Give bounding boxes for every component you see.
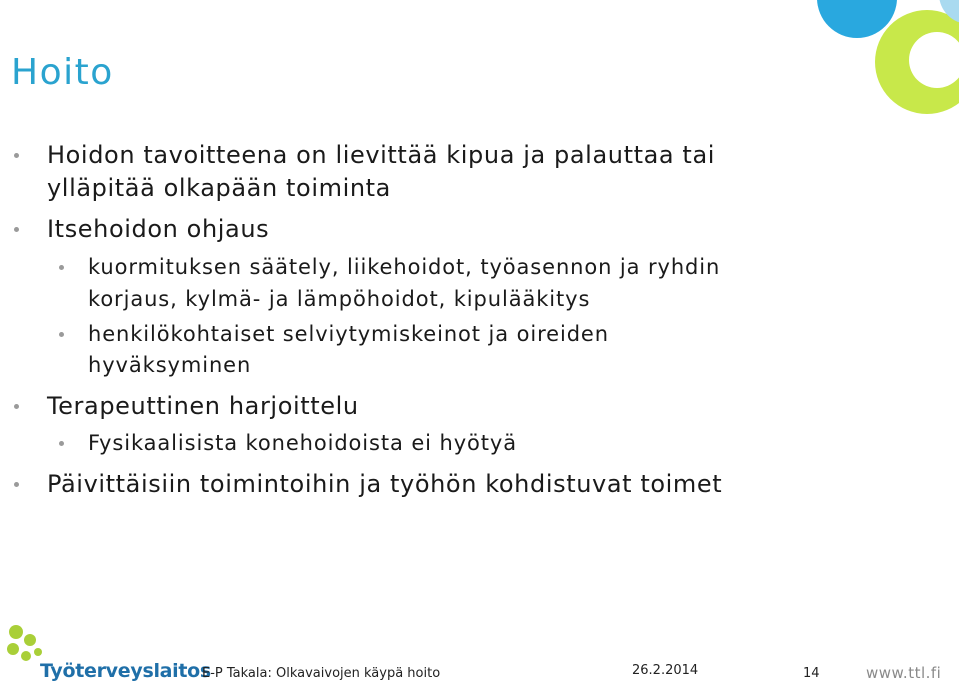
bullet-text: ylläpitää olkapään toiminta <box>47 174 391 202</box>
bullet-text: Päivittäisiin toimintoihin ja työhön kohdistuvat toimet <box>47 470 723 498</box>
bullet-dot <box>14 404 19 409</box>
bullet-text: kuormituksen säätely, liikehoidot, työasennon ja ryhdin <box>88 255 721 279</box>
bullet-text: Fysikaalisista konehoidoista ei hyötyä <box>88 431 518 455</box>
bullet-text: Itsehoidon ohjaus <box>47 215 270 243</box>
bullet-text: Hoidon tavoitteena on lievittää kipua ja palauttaa tai <box>47 141 716 169</box>
bullet-dot <box>59 265 64 270</box>
slide-title: Hoito <box>11 52 114 93</box>
bullet-dot <box>14 153 19 158</box>
footer <box>0 600 959 687</box>
bullet-dot <box>59 332 64 337</box>
bullet-text: korjaus, kylmä- ja lämpöhoidot, kipulääkitys <box>88 287 591 311</box>
bullet-dot <box>59 441 64 446</box>
bullet-dot <box>14 482 19 487</box>
footer-date: 26.2.2014 <box>632 663 699 678</box>
footer-presenter: E-P Takala: Olkavaivojen käypä hoito <box>202 666 441 681</box>
footer-page-number: 14 <box>803 666 820 681</box>
bullet-text: hyväksyminen <box>88 353 252 377</box>
bullet-text: Terapeuttinen harjoittelu <box>47 392 359 420</box>
footer-url: www.ttl.fi <box>866 664 942 682</box>
logo-text: Työterveyslaitos <box>40 660 211 682</box>
bullet-dot <box>14 227 19 232</box>
corner-decoration-icon <box>809 0 959 120</box>
bullet-text: henkilökohtaiset selviytymiskeinot ja oireiden <box>88 322 609 346</box>
